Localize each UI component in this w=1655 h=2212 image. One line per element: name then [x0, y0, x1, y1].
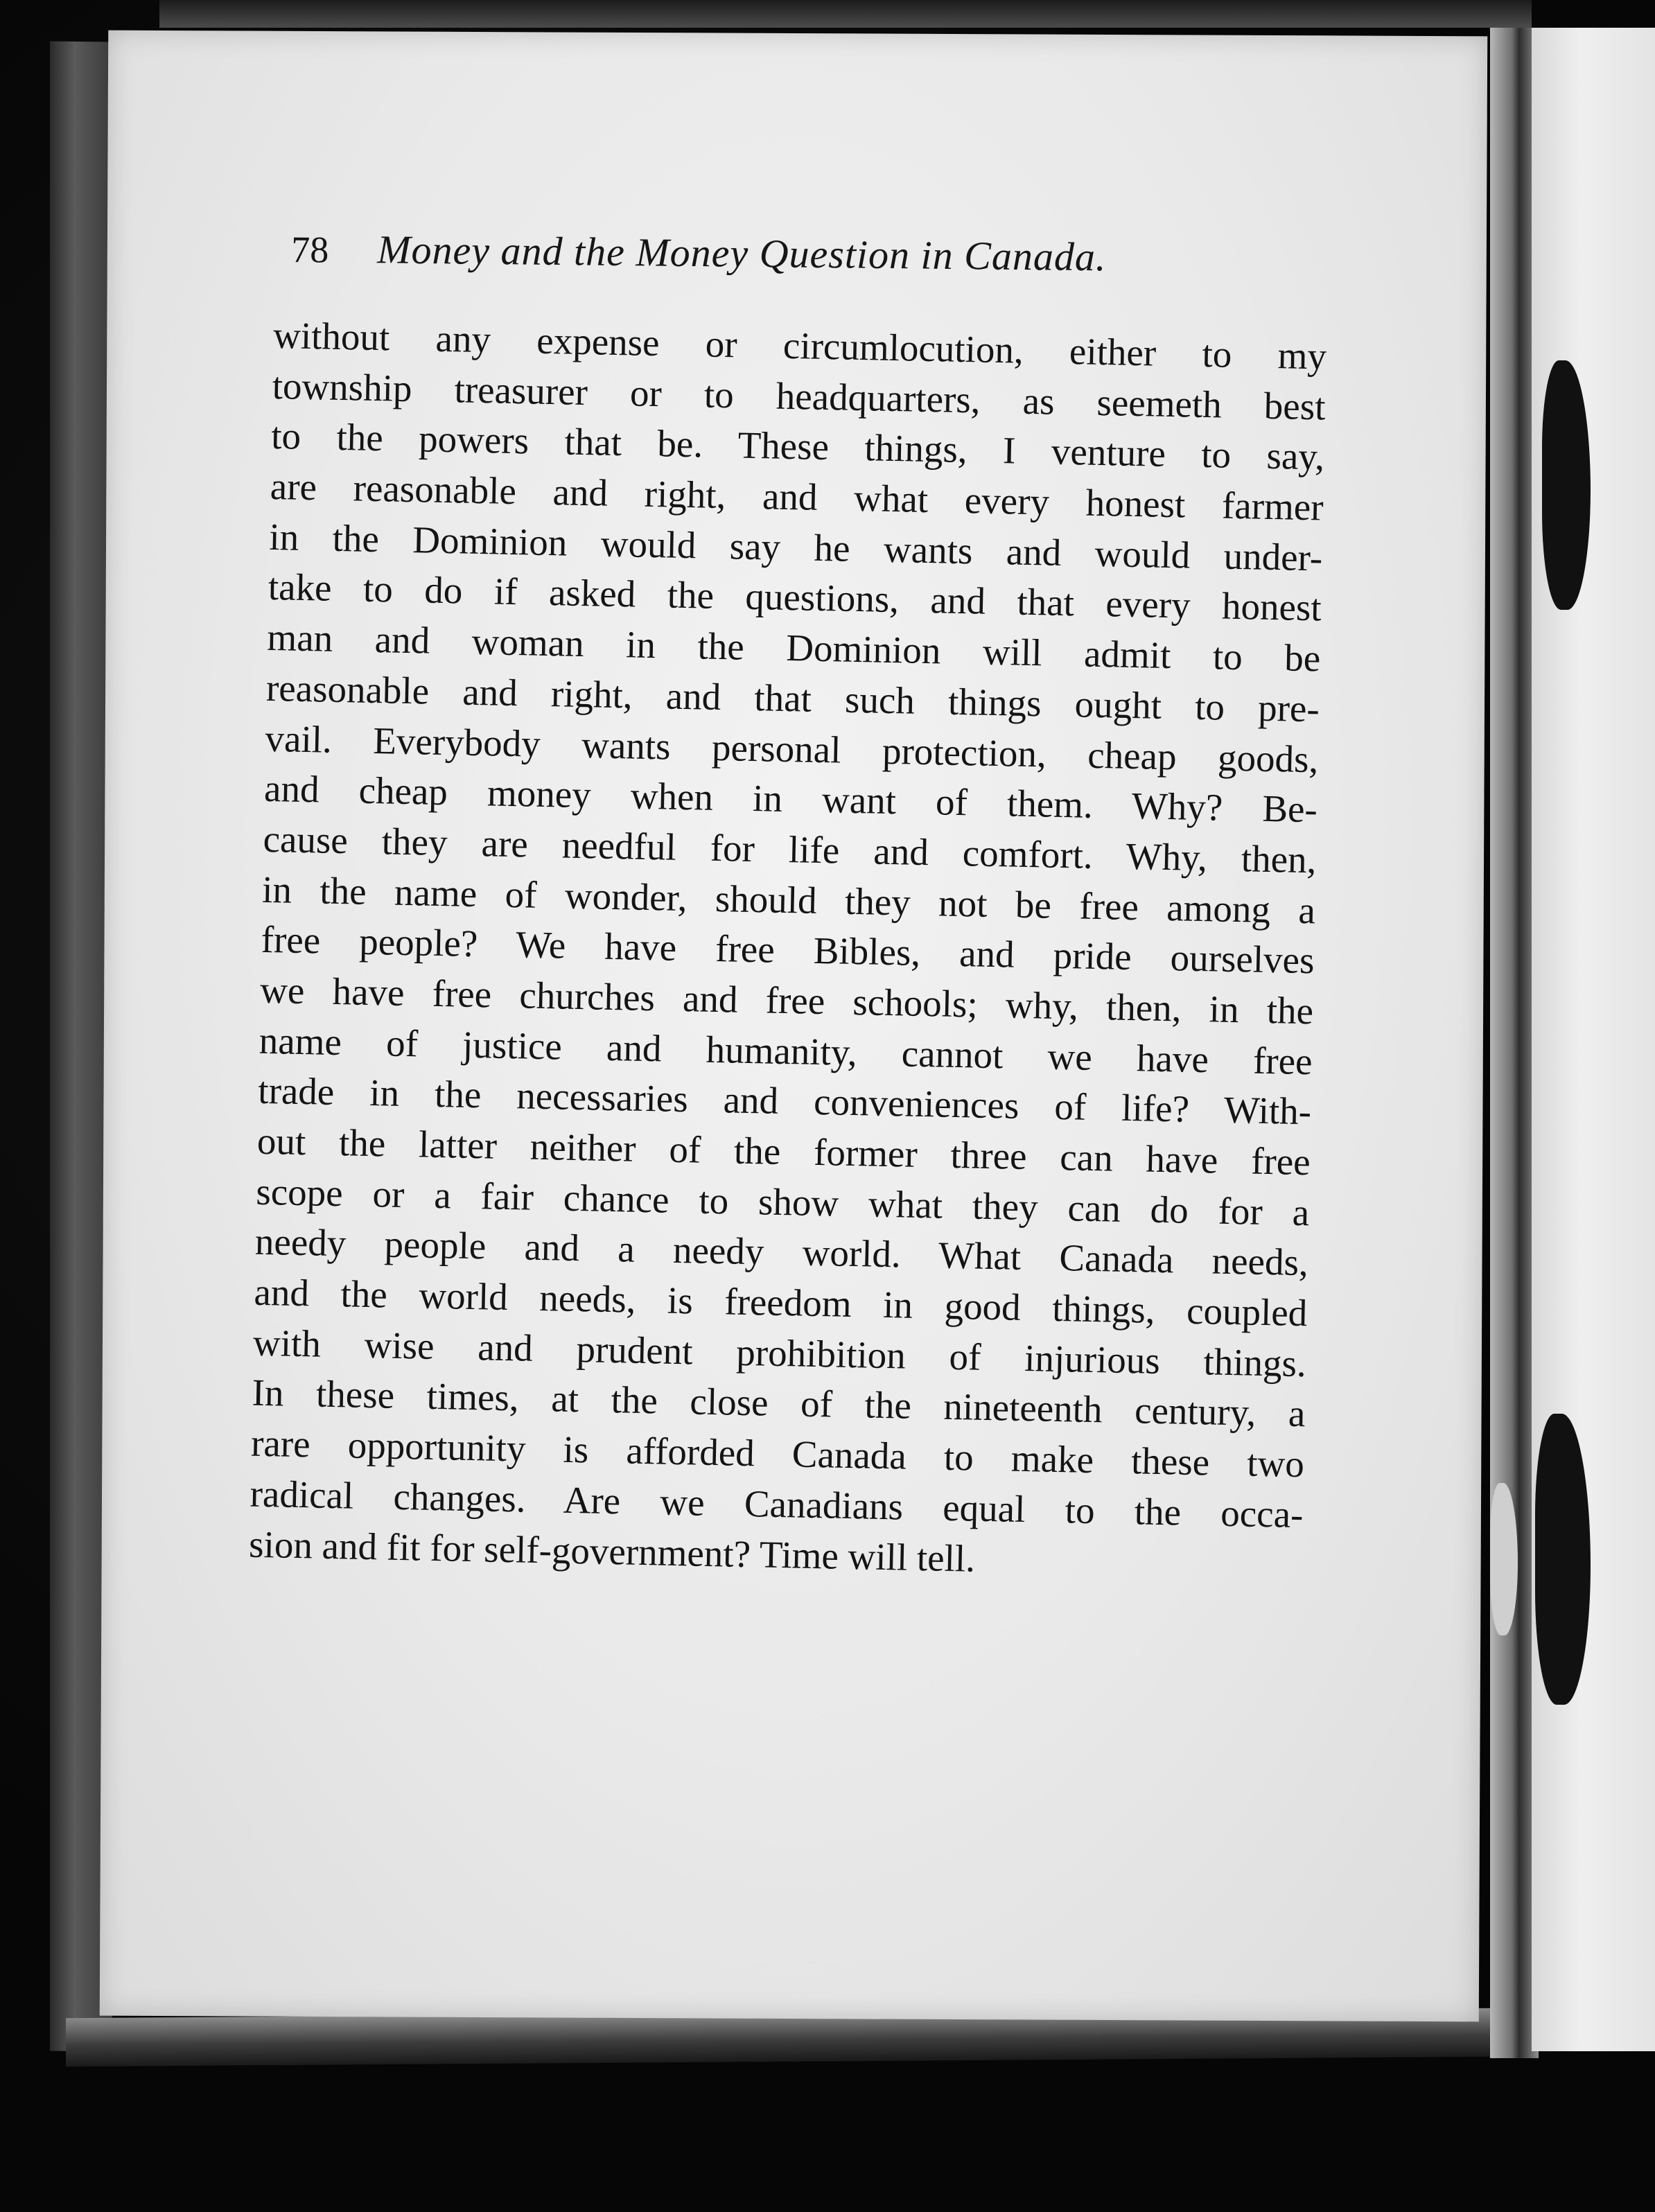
- body-text: [249, 310, 1327, 1590]
- text-line: are reasonable and right, and what every honest farmer: [270, 465, 1324, 529]
- text-line: scope or a fair chance to show what they can do for a: [255, 1170, 1310, 1234]
- text-line: free people? We have free Bibles, and pride ourselves: [261, 918, 1315, 982]
- page-number: 78: [290, 229, 329, 271]
- text-line: in the name of wonder, should they not be free among a: [261, 868, 1316, 931]
- text-line: vail. Everybody wants personal protection, cheap goods,: [265, 717, 1319, 780]
- text-line: cause they are needful for life and comfort. Why, then,: [263, 817, 1317, 881]
- text-line: take to do if asked the questions, and that every honest: [268, 565, 1322, 629]
- book-top-edge: [159, 0, 1532, 28]
- text-line: in the Dominion would say he wants and would under-: [268, 515, 1323, 579]
- text-line: with wise and prudent prohibition of injurious things.: [252, 1321, 1307, 1385]
- text-line: and cheap money when in want of them. Why? Be-: [263, 767, 1318, 831]
- text-line: out the latter neither of the former three can have free: [256, 1119, 1311, 1184]
- text-line: In these times, at the close of the nineteenth century, a: [252, 1371, 1306, 1435]
- text-line: to the powers that be. These things, I venture to say,: [270, 414, 1325, 478]
- text-line: name of justice and humanity, cannot we have free: [259, 1019, 1313, 1082]
- text-line: rare opportunity is afforded Canada to make these two: [250, 1421, 1305, 1486]
- page-header: [290, 225, 1234, 318]
- facing-page: [1532, 28, 1655, 2051]
- text-line: trade in the necessaries and conveniences of life? With-: [257, 1069, 1312, 1133]
- text-line: we have free churches and free schools; why, then, in the: [259, 968, 1314, 1033]
- running-title: Money and the Money Question in Canada.: [376, 227, 1107, 280]
- text-line: without any expense or circumlocution, either to my: [272, 313, 1327, 378]
- text-line: sion and fit for self-government? Time will tell.: [248, 1522, 976, 1580]
- text-line: man and woman in the Dominion will admit to be: [266, 616, 1321, 680]
- text-line: and the world needs, is freedom in good things, coupled: [253, 1270, 1308, 1335]
- text-line: reasonable and right, and that such things ought to pre-: [265, 666, 1320, 730]
- text-line: radical changes. Are we Canadians equal to the occa-: [249, 1472, 1304, 1536]
- text-line: needy people and a needy world. What Canada needs,: [254, 1220, 1309, 1284]
- text-line: township treasurer or to headquarters, as seemeth best: [272, 364, 1326, 428]
